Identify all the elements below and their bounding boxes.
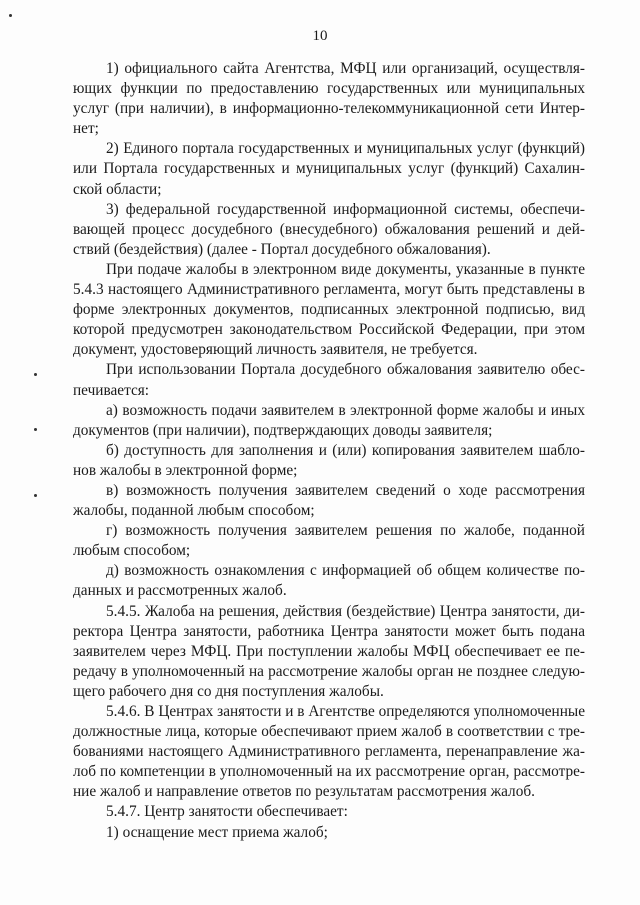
text-line: 2) Единого портала государственных и муниципальных услуг (функций) <box>106 140 585 158</box>
text-line: любым способом; <box>73 542 191 560</box>
text-line: ствий (бездействия) (далее - Портал досудебного обжалования). <box>73 240 491 258</box>
text-line: печивается: <box>73 381 150 399</box>
text-line: услуг (при наличии), в информационно-телекоммуникационной сети Интер- <box>73 100 585 118</box>
text-line: в) возможность получения заявителем сведений о ходе рассмотрения <box>106 481 585 499</box>
text-line: ской области; <box>73 180 162 198</box>
text-line: нет; <box>73 120 99 138</box>
scan-speck <box>34 494 37 497</box>
text-line: лоб по компетенции в уполномоченный на их рассмотрение орган, рассмотре- <box>73 763 585 781</box>
text-line: или Портала государственных и муниципальных услуг (функций) Сахалин- <box>73 160 585 178</box>
text-line: форме электронных документов, подписанных электронной подписью, вид <box>73 301 585 319</box>
text-line: ние жалоб и направление ответов по результатам рассмотрения жалоб. <box>73 783 535 801</box>
text-line: При использовании Портала досудебного обжалования заявителю обес- <box>106 361 585 379</box>
document-body <box>73 59 585 843</box>
scan-speck <box>34 373 37 376</box>
text-line: а) возможность подачи заявителем в электронной форме жалобы и иных <box>106 401 585 419</box>
text-line: должностные лица, которые обеспечивают прием жалоб в соответствии с тре- <box>73 723 585 741</box>
text-line: б) доступность для заполнения и (или) копирования заявителем шабло- <box>106 441 585 459</box>
text-line: редачу в уполномоченный на рассмотрение жалобы орган не позднее следую- <box>73 662 585 680</box>
text-line: 3) федеральной государственной информационной системы, обеспечи- <box>106 200 585 218</box>
scan-speck <box>9 14 12 17</box>
text-line: 1) официального сайта Агентства, МФЦ или организаций, осуществля- <box>106 60 585 77</box>
scan-speck <box>34 428 37 431</box>
text-line: 5.4.5. Жалоба на решения, действия (бездействие) Центра занятости, ди- <box>106 602 585 620</box>
text-line: документ, удостоверяющий личность заявителя, не требуется. <box>73 341 478 359</box>
text-line: нов жалобы в электронной форме; <box>73 461 298 479</box>
text-line: 5.4.3 настоящего Административного регламента, могут быть представлены в <box>73 281 585 299</box>
page-number: 10 <box>312 28 328 44</box>
text-line: ректора Центра занятости, работника Центра занятости может быть подана <box>73 622 585 640</box>
text-line: заявителем через МФЦ. При поступлении жалобы МФЦ обеспечивает ее пе- <box>73 642 585 660</box>
text-line: д) возможность ознакомления с информацией об общем количестве по- <box>106 562 585 580</box>
text-line: бованиями настоящего Административного регламента, перенаправление жа- <box>73 743 585 761</box>
text-line: которой предусмотрен законодательством Российской Федерации, при этом <box>73 321 585 339</box>
text-line: данных и рассмотренных жалоб. <box>73 582 287 600</box>
text-line: 5.4.6. В Центрах занятости и в Агентстве определяются уполномоченные <box>106 703 585 720</box>
text-line: При подаче жалобы в электронном виде документы, указанные в пункте <box>106 260 585 278</box>
text-line: вающей процесс досудебного (внесудебного) обжалования решений и дей- <box>73 220 585 238</box>
text-line: щего рабочего дня со дня поступления жалобы. <box>73 682 384 700</box>
text-line: жалобы, поданной любым способом; <box>73 502 315 520</box>
text-line: ющих функции по предоставлению государственных или муниципальных <box>73 80 585 98</box>
text-line: 1) оснащение мест приема жалоб; <box>106 823 328 841</box>
text-line: г) возможность получения заявителем решения по жалобе, поданной <box>106 522 585 540</box>
text-line: 5.4.7. Центр занятости обеспечивает: <box>106 803 348 821</box>
text-line: документов (при наличии), подтверждающих доводы заявителя; <box>73 421 493 439</box>
